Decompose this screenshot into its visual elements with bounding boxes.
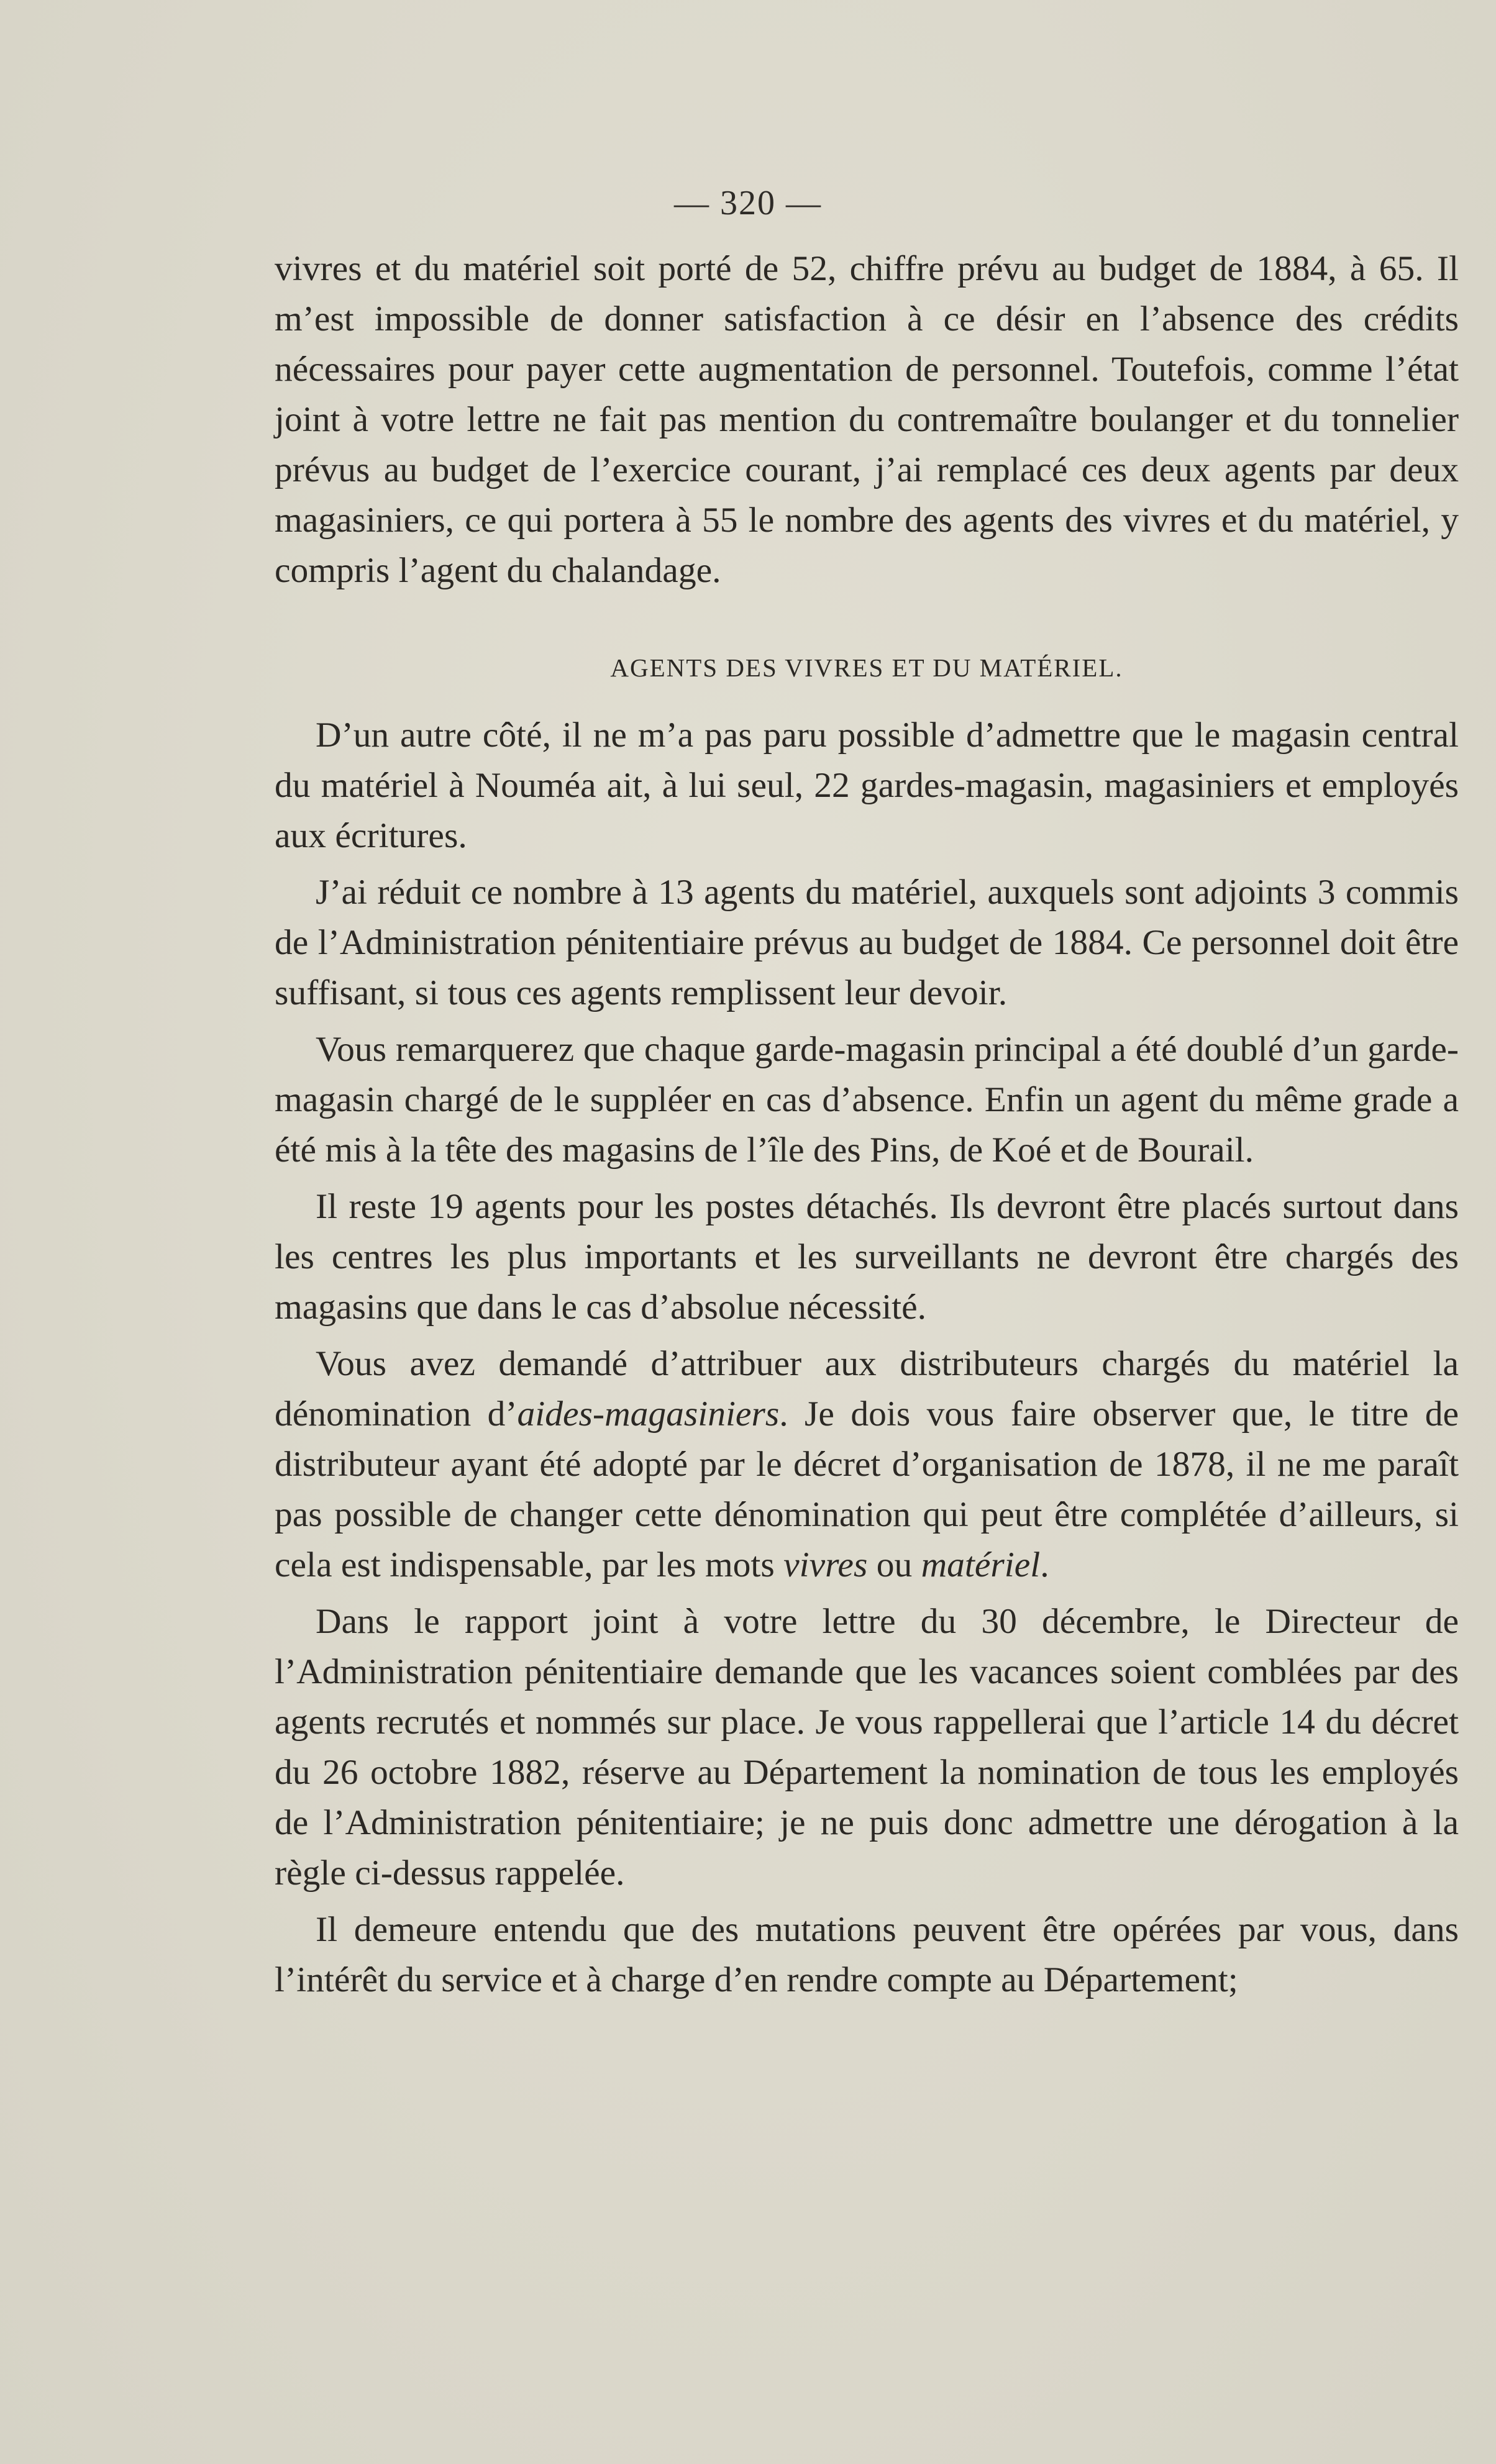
materiel-italic-term: matériel (921, 1545, 1041, 1584)
page-number: — 320 — (674, 184, 822, 222)
paragraph-detached-posts: Il reste 19 agents pour les postes détachés. Ils devront être placés surtout dans les centres les plus importants et les surveillants ne devront être chargés des magasins que dans le cas d’absolue nécessité. (275, 1187, 1459, 1327)
paragraph-vacancies: Dans le rapport joint à votre lettre du 30 décembre, le Directeur de l’Administration pénitentiaire demande que les vacances soient comblées par des agents recrutés et nommés sur place. Je vous rappellerai que l’article 14 du décret du 26 octobre 1882, réserve au Département la nomination de tous les employés de l’Administration pénitentiaire; je ne puis donc admettre une dérogation à la règle ci-dessus rappelée. (275, 1602, 1459, 1893)
body-text (275, 243, 1459, 2005)
aides-text-part2: . Je dois vous faire observer que, le titre de distributeur ayant été adopté par le décret d’organisation de 1878, il ne me paraît pas possible de changer cette dénomination qui peut être complétée d’ailleurs, si cela est indispensable, par les mots (275, 1394, 1459, 1584)
aides-text-part1: Vous avez demandé d’attribuer aux distributeurs chargés du matériel la dénomination d’ (275, 1344, 1459, 1434)
vivres-italic-term: vivres (783, 1545, 868, 1584)
paragraph-aides-magasiniers (275, 1339, 1459, 1590)
paragraph-deputy-storekeeper: Vous remarquerez que chaque garde-magasin principal a été doublé d’un garde-magasin chargé de le suppléer en cas d’absence. Enfin un agent du même grade a été mis à la tête des magasins de l’île des Pins, de Koé et de Bourail. (275, 1030, 1459, 1170)
section-heading: AGENTS DES VIVRES ET DU MATÉRIEL. (610, 653, 1123, 682)
paragraph-central-store: D’un autre côté, il ne m’a pas paru possible d’admettre que le magasin central du matériel à Nouméa ait, à lui seul, 22 gardes-magasin, magasiniers et employés aux écritures. (275, 716, 1459, 855)
aides-italic-term: aides-magasiniers (517, 1394, 780, 1434)
paragraph-reduced-agents: J’ai réduit ce nombre à 13 agents du matériel, auxquels sont adjoints 3 commis de l’Administration pénitentiaire prévus au budget de 1884. Ce personnel doit être suffisant, si tous ces agents remplissent leur devoir. (275, 873, 1459, 1012)
intro-paragraph: vivres et du matériel soit porté de 52, chiffre prévu au budget de 1884, à 65. Il m’est impossible de donner satisfaction à ce désir en l’absence des crédits nécessaires pour payer cette augmentation de personnel. Toutefois, comme l’état joint à votre lettre ne fait pas mention du contremaître boulanger et du tonnelier prévus au budget de l’exercice courant, j’ai remplacé ces deux agents par deux magasiniers, ce qui portera à 55 le nombre des agents des vivres et du matériel, y compris l’agent du chalandage. (275, 249, 1459, 590)
aides-text-part3: ou (867, 1545, 921, 1584)
aides-text-part4: . (1040, 1545, 1049, 1584)
paragraph-mutations: Il demeure entendu que des mutations peuvent être opérées par vous, dans l’intérêt du service et à charge d’en rendre compte au Département; (275, 1910, 1459, 1999)
